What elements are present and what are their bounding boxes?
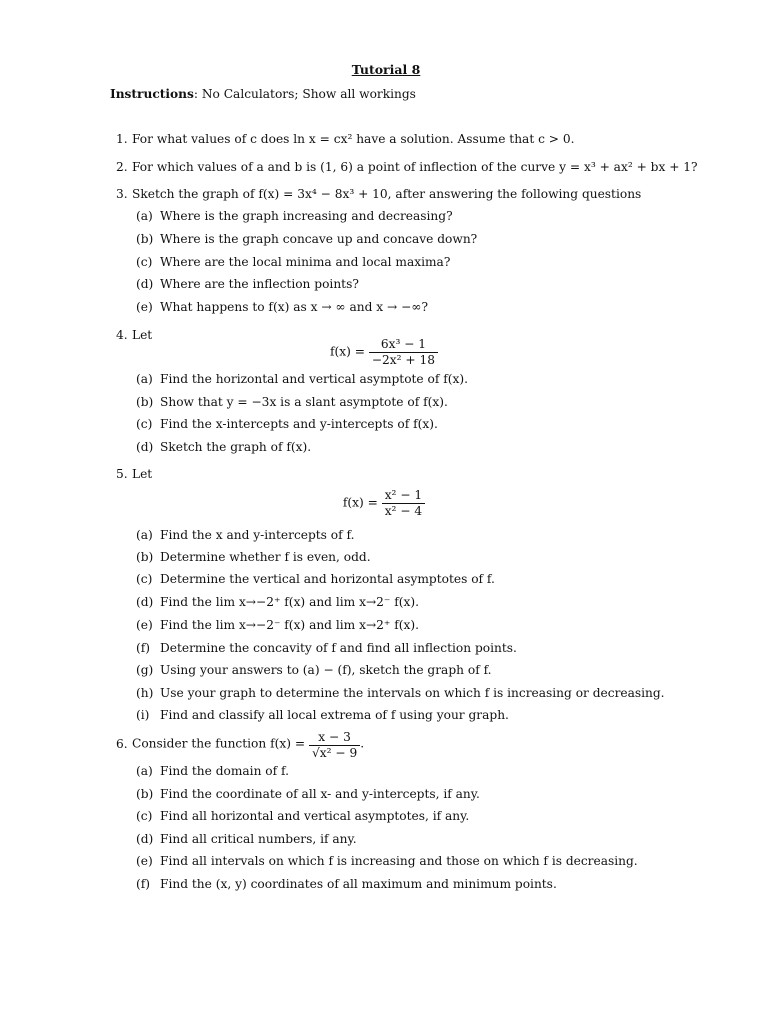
part-text: Show that y = −3x is a slant asymptote of f(x). [160, 395, 448, 409]
part-text: Find all critical numbers, if any. [160, 832, 357, 846]
denominator: √x² − 9 [309, 745, 360, 761]
formula-lhs: f(x) = [329, 344, 365, 359]
part-text: Determine the concavity of f and find all inflection points. [160, 641, 517, 655]
part-text: Using your answers to (a) − (f), sketch the graph of f. [160, 663, 492, 677]
numerator: x² − 1 [384, 488, 423, 502]
part-label: (d) [136, 832, 154, 846]
part-label: (c) [136, 255, 153, 269]
question-5-formula [0, 488, 768, 518]
question-5-part-e [136, 618, 419, 633]
question-1 [116, 132, 575, 147]
question-text: Consider the function [132, 736, 267, 751]
part-text: Where is the graph increasing and decreasing? [160, 209, 453, 223]
question-4-part-d [136, 440, 311, 455]
part-text: Find the domain of f. [160, 764, 289, 778]
part-label: (b) [136, 232, 154, 246]
question-5-part-c [136, 572, 495, 587]
part-label: (b) [136, 395, 154, 409]
question-text: Let [132, 328, 153, 342]
part-text: Determine the vertical and horizontal asymptotes of f. [160, 572, 495, 586]
part-text: Use your graph to determine the intervals on which f is increasing or decreasing. [160, 686, 665, 700]
question-6-part-d [136, 832, 357, 847]
part-label: (b) [136, 550, 154, 564]
denominator: −2x² + 18 [369, 352, 438, 368]
question-4-formula [0, 337, 768, 367]
fraction [382, 488, 425, 518]
part-text: Find the lim x→−2⁻ f(x) and lim x→2⁺ f(x). [160, 618, 419, 632]
part-label: (h) [136, 686, 154, 700]
part-label: (e) [136, 300, 153, 314]
question-5-part-f [136, 641, 517, 656]
part-text: Find the x and y-intercepts of f. [160, 528, 355, 542]
part-text: Find the coordinate of all x- and y-intercepts, if any. [160, 787, 480, 801]
part-label: (d) [136, 277, 154, 291]
question-4-part-a [136, 372, 468, 387]
part-label: (a) [136, 764, 153, 778]
question-4-part-b [136, 395, 448, 410]
question-6-part-a [136, 764, 289, 779]
part-label: (f) [136, 641, 151, 655]
question-3-part-e [136, 300, 428, 315]
part-label: (b) [136, 787, 154, 801]
question-5-part-a [136, 528, 354, 543]
part-label: (d) [136, 440, 154, 454]
part-label: (i) [136, 708, 150, 722]
question-5-part-i [136, 708, 509, 723]
question-2 [116, 160, 698, 175]
question-3-part-a [136, 209, 453, 224]
numerator: x − 3 [318, 730, 351, 744]
question-text: For what values of c does ln x = cx² have a solution. Assume that c > 0. [132, 132, 575, 146]
instructions-text: : No Calculators; Show all workings [193, 87, 416, 101]
question-number: 4. [116, 328, 128, 342]
question-5-part-d [136, 595, 419, 610]
question-5-part-g [136, 663, 492, 678]
part-label: (a) [136, 372, 153, 386]
question-number: 2. [116, 160, 128, 174]
formula-lhs: f(x) = [342, 495, 378, 510]
part-label: (f) [136, 877, 151, 891]
part-text: Where are the inflection points? [160, 277, 359, 291]
part-text: Determine whether f is even, odd. [160, 550, 371, 564]
part-text: Find the (x, y) coordinates of all maximum and minimum points. [160, 877, 557, 891]
question-6-part-f [136, 877, 557, 892]
part-label: (c) [136, 417, 153, 431]
part-label: (e) [136, 618, 153, 632]
question-number: 5. [116, 467, 128, 481]
question-text: For which values of a and b is (1, 6) a point of inflection of the curve y = x³ + ax² + bx + 1? [132, 160, 698, 174]
question-6-part-e [136, 854, 638, 869]
part-label: (d) [136, 595, 154, 609]
question-number: 6. [116, 736, 128, 751]
question-6-part-b [136, 787, 480, 802]
part-label: (e) [136, 854, 153, 868]
question-3-part-d [136, 277, 359, 292]
part-text: Find all horizontal and vertical asymptotes, if any. [160, 809, 470, 823]
part-text: Find and classify all local extrema of f using your graph. [160, 708, 509, 722]
question-5 [116, 467, 152, 482]
question-6: 6. Consider the function f(x) = $\frac{x - 3}{\text{√x² − 9}}$ . [116, 730, 365, 760]
part-text: What happens to f(x) as x → ∞ and x → −∞? [160, 300, 428, 314]
question-3 [116, 187, 641, 202]
question-number: 1. [116, 132, 128, 146]
part-text: Find the lim x→−2⁺ f(x) and lim x→2⁻ f(x). [160, 595, 419, 609]
formula-lhs: f(x) = [270, 736, 306, 751]
question-text: Let [132, 467, 153, 481]
fraction [309, 730, 360, 760]
question-3-part-c [136, 255, 450, 270]
part-label: (g) [136, 663, 154, 677]
part-text: Sketch the graph of f(x). [160, 440, 312, 454]
part-text: Find the horizontal and vertical asymptote of f(x). [160, 372, 469, 386]
denominator: x² − 4 [382, 503, 425, 519]
question-4-part-c [136, 417, 438, 432]
question-5-part-b [136, 550, 371, 565]
part-text: Find the x-intercepts and y-intercepts of f(x). [160, 417, 438, 431]
part-text: Where is the graph concave up and concave down? [160, 232, 478, 246]
part-label: (a) [136, 209, 153, 223]
question-number: 3. [116, 187, 128, 201]
question-text: Sketch the graph of f(x) = 3x⁴ − 8x³ + 10, after answering the following questions [132, 187, 642, 201]
question-5-part-h [136, 686, 665, 701]
question-3-part-b [136, 232, 477, 247]
instructions-label: Instructions [110, 87, 194, 101]
part-label: (c) [136, 809, 153, 823]
question-6-part-c [136, 809, 469, 824]
part-label: (a) [136, 528, 153, 542]
page-title: Tutorial 8 [351, 62, 421, 77]
part-label: (c) [136, 572, 153, 586]
instructions [110, 87, 416, 102]
part-text: Where are the local minima and local maxima? [160, 255, 451, 269]
numerator: 6x³ − 1 [380, 337, 427, 351]
part-text: Find all intervals on which f is increasing and those on which f is decreasing. [160, 854, 638, 868]
fraction [369, 337, 438, 367]
